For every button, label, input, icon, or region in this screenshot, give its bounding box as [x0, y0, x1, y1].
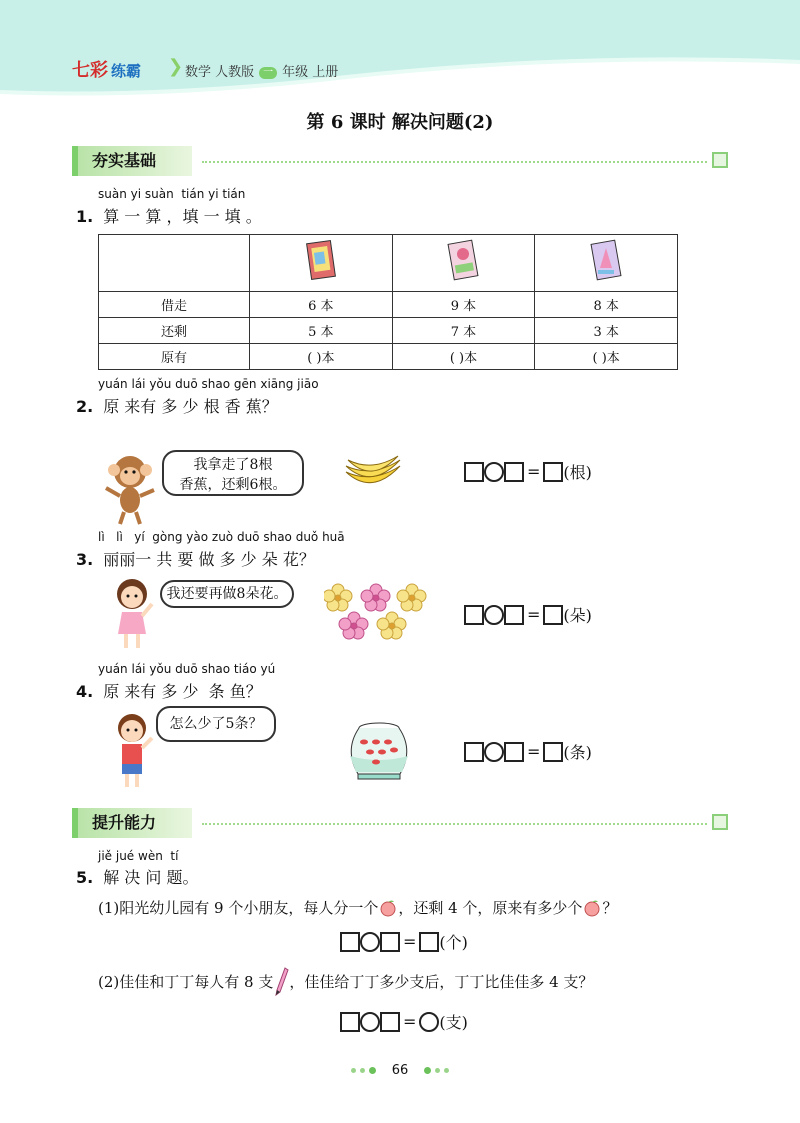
operator-circle[interactable] [360, 932, 380, 952]
equation-q4: = (条) [464, 740, 592, 763]
series-info: 数学 人教版 一 年级 上册 [185, 65, 339, 80]
answer-box[interactable] [340, 1012, 360, 1032]
q1-pinyin: suàn yi suàn tián yi tián [98, 187, 246, 201]
answer-box[interactable] [504, 605, 524, 625]
lesson-title: 第 6 课时 解决问题(2) [306, 112, 494, 133]
answer-box[interactable] [380, 932, 400, 952]
q4-pinyin: yuán lái yǒu duō shao tiáo yú [98, 662, 276, 676]
operator-circle[interactable] [484, 742, 504, 762]
girl-illustration [108, 576, 156, 652]
q4-prompt: 4. 原 来有 多 少 条 鱼？ [76, 682, 262, 701]
book-icon [250, 235, 393, 292]
section-header-advanced: 提升能力 [72, 808, 732, 840]
speech-bubble: 我拿走了8根 香蕉，还剩6根。 [162, 450, 304, 496]
q5-pinyin: jiě jué wèn tí [98, 849, 179, 863]
books-table [98, 234, 678, 370]
table-row-borrowed: 借走 6 本 9 本 8 本 [99, 292, 678, 318]
equation-q5-2: = (支) [340, 1010, 468, 1033]
chevron-icon: ❯ [168, 56, 184, 77]
section-header-basics: 夯实基础 [72, 146, 732, 178]
operator-circle[interactable] [360, 1012, 380, 1032]
answer-box[interactable] [464, 462, 484, 482]
grade-badge: 一 [259, 67, 277, 79]
answer-blank[interactable]: ( )本 [250, 344, 393, 370]
operator-circle[interactable] [484, 605, 504, 625]
banana-icon [342, 452, 404, 496]
header-band [0, 0, 800, 100]
peach-icon [378, 899, 398, 917]
page-footer [0, 1063, 800, 1078]
answer-blank[interactable]: ( )本 [535, 344, 678, 370]
answer-box[interactable] [419, 932, 439, 952]
peach-icon [582, 899, 602, 917]
table-row-original: 原有 ( )本 ( )本 ( )本 [99, 344, 678, 370]
pencil-icon [273, 966, 289, 996]
q3-pinyin: lì lì yí gòng yào zuò duō shao duǒ huā [98, 530, 345, 544]
monkey-illustration [100, 452, 160, 526]
answer-box[interactable] [464, 742, 484, 762]
answer-box[interactable] [543, 605, 563, 625]
q2-pinyin: yuán lái yǒu duō shao gēn xiāng jiāo [98, 377, 319, 391]
fishbowl-icon [344, 720, 414, 784]
answer-circle[interactable] [419, 1012, 439, 1032]
speech-bubble: 我还要再做8朵花。 [160, 580, 294, 608]
boy-illustration [110, 710, 156, 790]
answer-box[interactable] [543, 462, 563, 482]
book-icon [535, 235, 678, 292]
book-icon [392, 235, 535, 292]
equation-q2: = (根) [464, 460, 592, 483]
q1-prompt: 1. 算 一 算 ，填 一 填 。 [76, 207, 262, 226]
q5-part1: (1)阳光幼儿园有 9 个小朋友，每人分一个 ，还剩 4 个，原来有多少个 ？ [98, 899, 618, 917]
speech-bubble: 怎么少了5条？ [156, 706, 276, 742]
answer-box[interactable] [504, 742, 524, 762]
page-number: 66 [391, 1063, 409, 1078]
q5-prompt: 5. 解 决 问 题。 [76, 868, 199, 887]
answer-box[interactable] [380, 1012, 400, 1032]
brand-logo: 七彩 练霸 [72, 60, 142, 81]
answer-blank[interactable]: ( )本 [392, 344, 535, 370]
q3-prompt: 3. 丽丽一 共 要 做 多 少 朵 花？ [76, 550, 315, 569]
answer-box[interactable] [504, 462, 524, 482]
operator-circle[interactable] [484, 462, 504, 482]
table-row-remaining: 还剩 5 本 7 本 3 本 [99, 318, 678, 344]
q5-part2: (2)佳佳和丁丁每人有 8 支 ，佳佳给丁丁多少支后，丁丁比佳佳多 4 支？ [98, 966, 593, 996]
equation-q5-1: = (个) [340, 930, 468, 953]
answer-box[interactable] [543, 742, 563, 762]
answer-box[interactable] [340, 932, 360, 952]
answer-box[interactable] [464, 605, 484, 625]
q2-prompt: 2. 原 来有 多 少 根 香 蕉？ [76, 397, 278, 416]
equation-q3: = (朵) [464, 603, 592, 626]
flowers-icon [324, 580, 428, 642]
